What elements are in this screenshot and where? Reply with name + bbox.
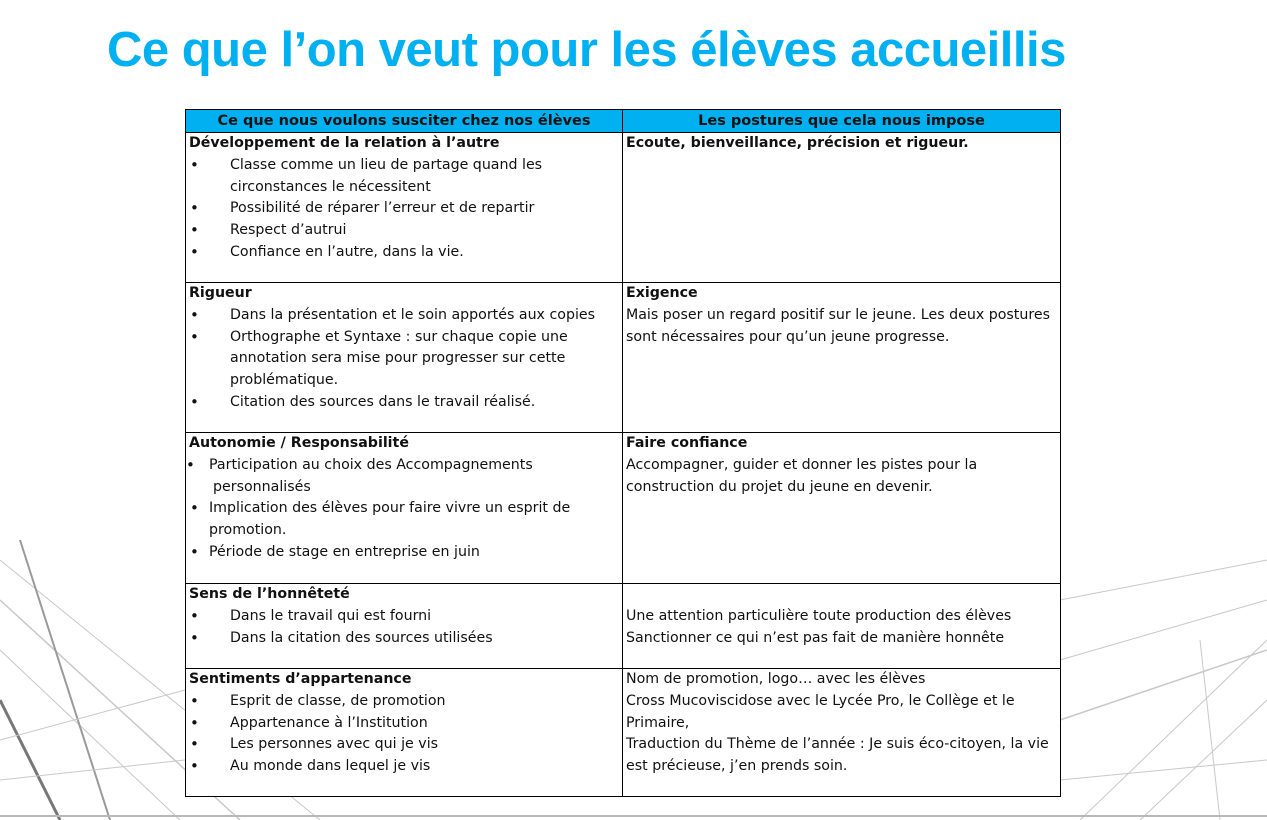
row-heading: Rigueur xyxy=(189,285,252,301)
row-right-cell xyxy=(623,584,1061,669)
column-header-left: Ce que nous voulons susciter chez nos élèves xyxy=(186,110,623,133)
table-header-row xyxy=(186,110,1061,133)
row-right-cell xyxy=(623,133,1061,283)
posture-text: Traduction du Thème de l’année : Je suis éco-citoyen, la vie est précieuse, j’en prends soin. xyxy=(626,736,1049,775)
table-row xyxy=(186,433,1061,584)
list-item: • Respect d’autrui xyxy=(189,220,619,242)
row-heading: Exigence xyxy=(626,285,698,301)
row-left-cell xyxy=(186,433,623,584)
postures-table xyxy=(185,109,1061,797)
list-item: • Période de stage en entreprise en juin xyxy=(189,542,619,564)
list-item: • Appartenance à l’Institution xyxy=(189,713,619,735)
list-item: • Au monde dans lequel je vis xyxy=(189,756,619,778)
row-heading: Autonomie / Responsabilité xyxy=(189,435,409,451)
list-item: • Les personnes avec qui je vis xyxy=(189,734,619,756)
list-item: • Citation des sources dans le travail réalisé. xyxy=(189,392,619,414)
list-item: • Orthographe et Syntaxe : sur chaque copie une annotation sera mise pour progresser sur cette problématique. xyxy=(189,327,619,392)
row-left-cell xyxy=(186,669,623,797)
row-heading: Sentiments d’appartenance xyxy=(189,671,412,687)
table-row xyxy=(186,283,1061,433)
spacer xyxy=(626,584,1057,606)
row-heading: Développement de la relation à l’autre xyxy=(189,135,500,151)
slide-title: Ce que l’on veut pour les élèves accueillis xyxy=(107,23,1066,77)
list-item: • Participation au choix des Accompagnements personnalisés xyxy=(189,455,619,499)
row-right-cell xyxy=(623,283,1061,433)
row-left-cell xyxy=(186,133,623,283)
list-item: • Implication des élèves pour faire vivre un esprit de promotion. xyxy=(189,498,619,542)
list-item: • Classe comme un lieu de partage quand les circonstances le nécessitent xyxy=(189,155,619,199)
table-row xyxy=(186,133,1061,283)
column-header-right: Les postures que cela nous impose xyxy=(623,110,1061,133)
table-row xyxy=(186,669,1061,797)
list-item: • Dans le travail qui est fourni xyxy=(189,606,619,628)
list-item: • Esprit de classe, de promotion xyxy=(189,691,619,713)
list-item: • Dans la présentation et le soin apportés aux copies xyxy=(189,305,619,327)
row-heading: Ecoute, bienveillance, précision et rigueur. xyxy=(626,135,969,151)
posture-text: Une attention particulière toute production des élèves xyxy=(626,607,1012,624)
list-item: • Possibilité de réparer l’erreur et de repartir xyxy=(189,198,619,220)
row-left-cell xyxy=(186,584,623,669)
row-right-cell xyxy=(623,433,1061,584)
posture-text: Sanctionner ce qui n’est pas fait de manière honnête xyxy=(626,629,1005,646)
table-row xyxy=(186,584,1061,669)
row-left-cell xyxy=(186,283,623,433)
row-heading: Sens de l’honnêteté xyxy=(189,586,350,602)
posture-text: Mais poser un regard positif sur le jeune. Les deux postures sont nécessaires pour qu’un jeune progresse. xyxy=(626,306,1050,345)
posture-text: Nom de promotion, logo… avec les élèves xyxy=(626,671,926,687)
list-item: • Confiance en l’autre, dans la vie. xyxy=(189,242,619,264)
list-item: • Dans la citation des sources utilisées xyxy=(189,628,619,650)
posture-text: Cross Mucoviscidose avec le Lycée Pro, le Collège et le Primaire, xyxy=(626,692,1015,731)
row-heading: Faire confiance xyxy=(626,435,748,451)
posture-text: Accompagner, guider et donner les pistes pour la construction du projet du jeune en devenir. xyxy=(626,456,978,495)
row-right-cell xyxy=(623,669,1061,797)
